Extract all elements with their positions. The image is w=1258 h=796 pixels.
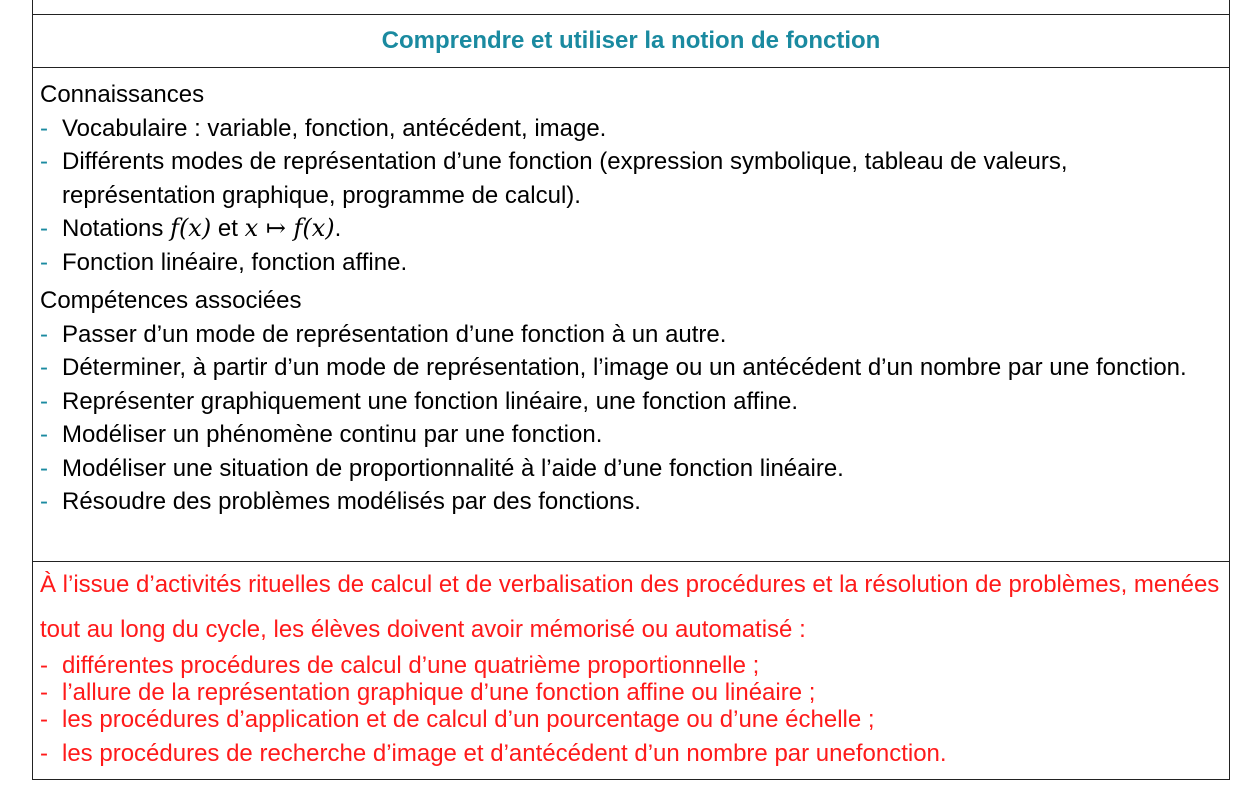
connaissances-list: [40, 112, 1220, 280]
list-item: [40, 351, 1220, 385]
competences-section: [40, 284, 1220, 519]
list-item: [40, 145, 1220, 212]
list-item-notations: [40, 212, 1220, 246]
dash-bullet: -: [40, 148, 48, 175]
list-item-text: les procédures d’application et de calcul d’un pourcentage ou d’une échelle ;: [62, 706, 875, 733]
divider-title: [32, 67, 1230, 68]
list-item: [40, 652, 1225, 679]
list-item: [40, 246, 1220, 280]
dash-bullet: -: [40, 320, 48, 348]
list-item: [40, 318, 1220, 352]
list-item-text: Modéliser un phénomène continu par une fonction.: [62, 421, 603, 448]
list-item-text: Modéliser une situation de proportionnalité à l’aide d’une fonction linéaire.: [62, 454, 844, 482]
list-item: [40, 385, 1220, 419]
list-item: [40, 706, 1225, 733]
competences-list: [40, 318, 1220, 519]
dash-bullet: -: [40, 706, 48, 733]
dash-bullet: -: [40, 354, 48, 381]
notations-middle: et: [211, 215, 245, 242]
dash-bullet: -: [40, 387, 48, 415]
list-item-text: différentes procédures de calcul d’une quatrième proportionnelle ;: [62, 652, 760, 679]
dash-bullet: -: [40, 248, 48, 276]
dash-bullet: -: [40, 215, 48, 242]
list-item: [40, 737, 1225, 770]
list-item: [40, 485, 1220, 519]
notation-mapsto: x ↦ f(x): [244, 214, 335, 242]
list-item-text: l’allure de la représentation graphique d’une fonction affine ou linéaire ;: [62, 679, 816, 706]
list-item: [40, 452, 1220, 486]
notations-prefix: Notations: [62, 215, 171, 242]
dash-bullet: -: [40, 454, 48, 482]
list-item-text: Déterminer, à partir d’un mode de représentation, l’image ou un antécédent d’un nombre par une fonction.: [62, 354, 1187, 381]
notations-suffix: .: [334, 215, 342, 242]
list-item: [40, 112, 1220, 146]
connaissances-section: [40, 78, 1220, 279]
competences-heading: Compétences associées: [40, 287, 302, 314]
list-item-text: Fonction linéaire, fonction affine.: [62, 248, 408, 276]
title-row: [32, 15, 1230, 67]
list-item-text: Passer d’un mode de représentation d’une fonction à un autre.: [62, 320, 727, 348]
list-item-text: Différents modes de représentation d’une fonction (expression symbolique, tableau de valeurs, représentation graphique, programme de calcul).: [62, 148, 1068, 209]
memorisation-list: [40, 652, 1225, 770]
memorisation-intro: À l’issue d’activités rituelles de calcul et de verbalisation des procédures et la résolution de problèmes, menées tout au long du cycle, les élèves doivent avoir mémorisé ou automatisé :: [40, 571, 1220, 643]
list-item-text: Représenter graphiquement une fonction linéaire, une fonction affine.: [62, 387, 799, 415]
list-item: [40, 418, 1220, 452]
dash-bullet: -: [40, 740, 48, 767]
memorisation-section: [40, 562, 1225, 770]
list-item-text: les procédures de recherche d’image et d’antécédent d’un nombre par unefonction.: [62, 740, 947, 767]
dash-bullet: -: [40, 421, 48, 448]
list-item-text: Vocabulaire : variable, fonction, antécédent, image.: [62, 114, 607, 142]
dash-bullet: -: [40, 679, 48, 706]
list-item: [40, 679, 1225, 706]
connaissances-heading: Connaissances: [40, 81, 205, 108]
dash-bullet: -: [40, 114, 48, 142]
notation-f-of-x: f(x): [170, 214, 212, 242]
dash-bullet: -: [40, 488, 48, 515]
section-title: Comprendre et utiliser la notion de fonction: [381, 27, 881, 54]
dash-bullet: -: [40, 652, 48, 679]
list-item-text: Résoudre des problèmes modélisés par des fonctions.: [62, 488, 641, 515]
